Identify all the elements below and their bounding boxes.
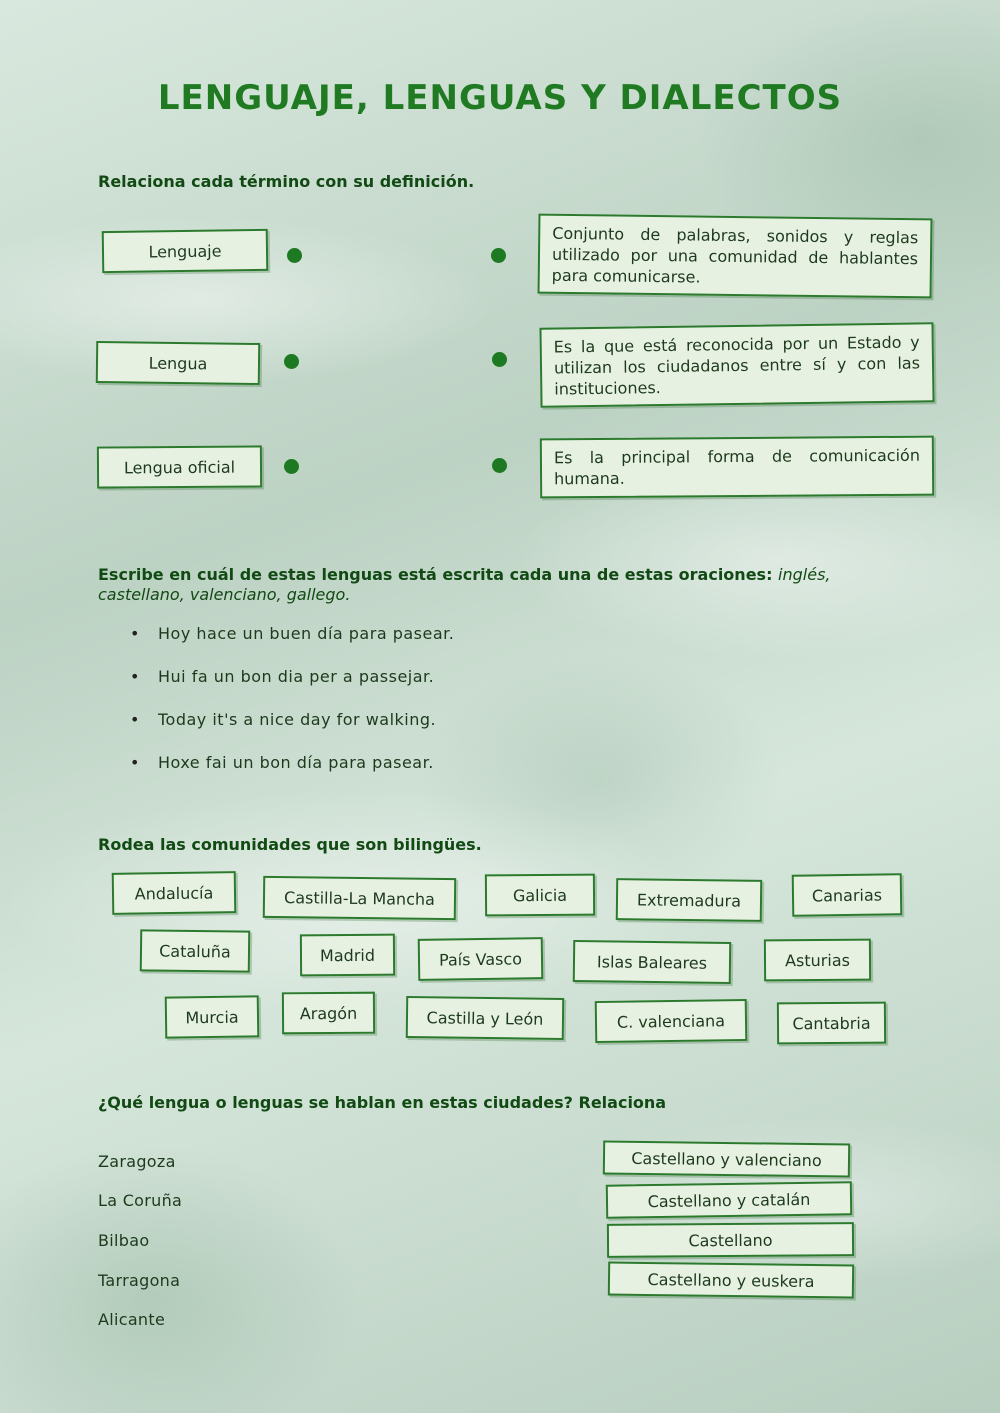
community-asturias[interactable]: Asturias xyxy=(764,939,871,982)
sentence-list xyxy=(130,624,454,796)
sentence-item: • Today it's a nice day for walking. xyxy=(130,710,454,753)
city-bilbao: Bilbao xyxy=(98,1231,150,1250)
language-castellano-euskera[interactable]: Castellano y euskera xyxy=(608,1261,854,1298)
sentence-item: • Hoxe fai un bon día para pasear. xyxy=(130,753,454,796)
definition-2-dot[interactable] xyxy=(492,352,507,367)
community-madrid[interactable]: Madrid xyxy=(300,934,395,977)
community-galicia[interactable]: Galicia xyxy=(485,874,595,917)
community-aragon[interactable]: Aragón xyxy=(282,992,375,1035)
term-lenguaje-dot[interactable] xyxy=(287,248,302,263)
community-islas-baleares[interactable]: Islas Baleares xyxy=(573,940,732,984)
term-lengua-oficial[interactable]: Lengua oficial xyxy=(97,445,262,488)
community-cataluna[interactable]: Cataluña xyxy=(140,929,251,972)
sentence-item: • Hoy hace un buen día para pasear. xyxy=(130,624,454,667)
community-castilla-y-leon[interactable]: Castilla y León xyxy=(406,996,565,1040)
definition-3[interactable]: Es la principal forma de comunicación humana. xyxy=(540,436,934,499)
community-canarias[interactable]: Canarias xyxy=(792,873,903,917)
page-title: LENGUAJE, LENGUAS Y DIALECTOS xyxy=(157,78,843,118)
definition-1[interactable]: Conjunto de palabras, sonidos y reglas utilizado por una comunidad de hablantes para comunicarse. xyxy=(538,214,933,299)
city-zaragoza: Zaragoza xyxy=(98,1152,176,1171)
section3-instruction: Rodea las comunidades que son bilingües. xyxy=(98,835,482,854)
section2-instruction xyxy=(98,565,918,605)
definition-1-dot[interactable] xyxy=(491,248,506,263)
definition-3-dot[interactable] xyxy=(492,458,507,473)
community-pais-vasco[interactable]: País Vasco xyxy=(418,937,544,981)
community-castilla-la-mancha[interactable]: Castilla-La Mancha xyxy=(263,876,456,920)
community-cantabria[interactable]: Cantabria xyxy=(777,1002,886,1045)
community-murcia[interactable]: Murcia xyxy=(165,995,260,1038)
term-lengua-oficial-dot[interactable] xyxy=(284,459,299,474)
section2-instruction-text: Escribe en cuál de estas lenguas está escrita cada una de estas oraciones: xyxy=(98,565,773,584)
definition-2[interactable]: Es la que está reconocida por un Estado y utilizan los ciudadanos entre sí y con las instituciones. xyxy=(539,322,934,407)
language-castellano-valenciano[interactable]: Castellano y valenciano xyxy=(603,1140,850,1177)
city-tarragona: Tarragona xyxy=(98,1271,181,1290)
language-castellano[interactable]: Castellano xyxy=(607,1222,854,1258)
language-castellano-catalan[interactable]: Castellano y catalán xyxy=(606,1181,852,1218)
community-extremadura[interactable]: Extremadura xyxy=(616,878,763,922)
community-andalucia[interactable]: Andalucía xyxy=(112,871,237,915)
section1-instruction: Relaciona cada término con su definición. xyxy=(98,172,475,191)
term-lenguaje[interactable]: Lenguaje xyxy=(102,229,269,273)
term-lengua-dot[interactable] xyxy=(284,354,299,369)
section4-instruction: ¿Qué lengua o lenguas se hablan en estas ciudades? Relaciona xyxy=(98,1093,667,1112)
community-c-valenciana[interactable]: C. valenciana xyxy=(595,999,748,1043)
sentence-item: • Hui fa un bon dia per a passejar. xyxy=(130,667,454,710)
term-lengua[interactable]: Lengua xyxy=(96,341,261,385)
city-la-coruna: La Coruña xyxy=(98,1191,183,1210)
city-alicante: Alicante xyxy=(98,1310,166,1329)
section2-options: inglés, castellano, valenciano, gallego. xyxy=(98,565,831,604)
